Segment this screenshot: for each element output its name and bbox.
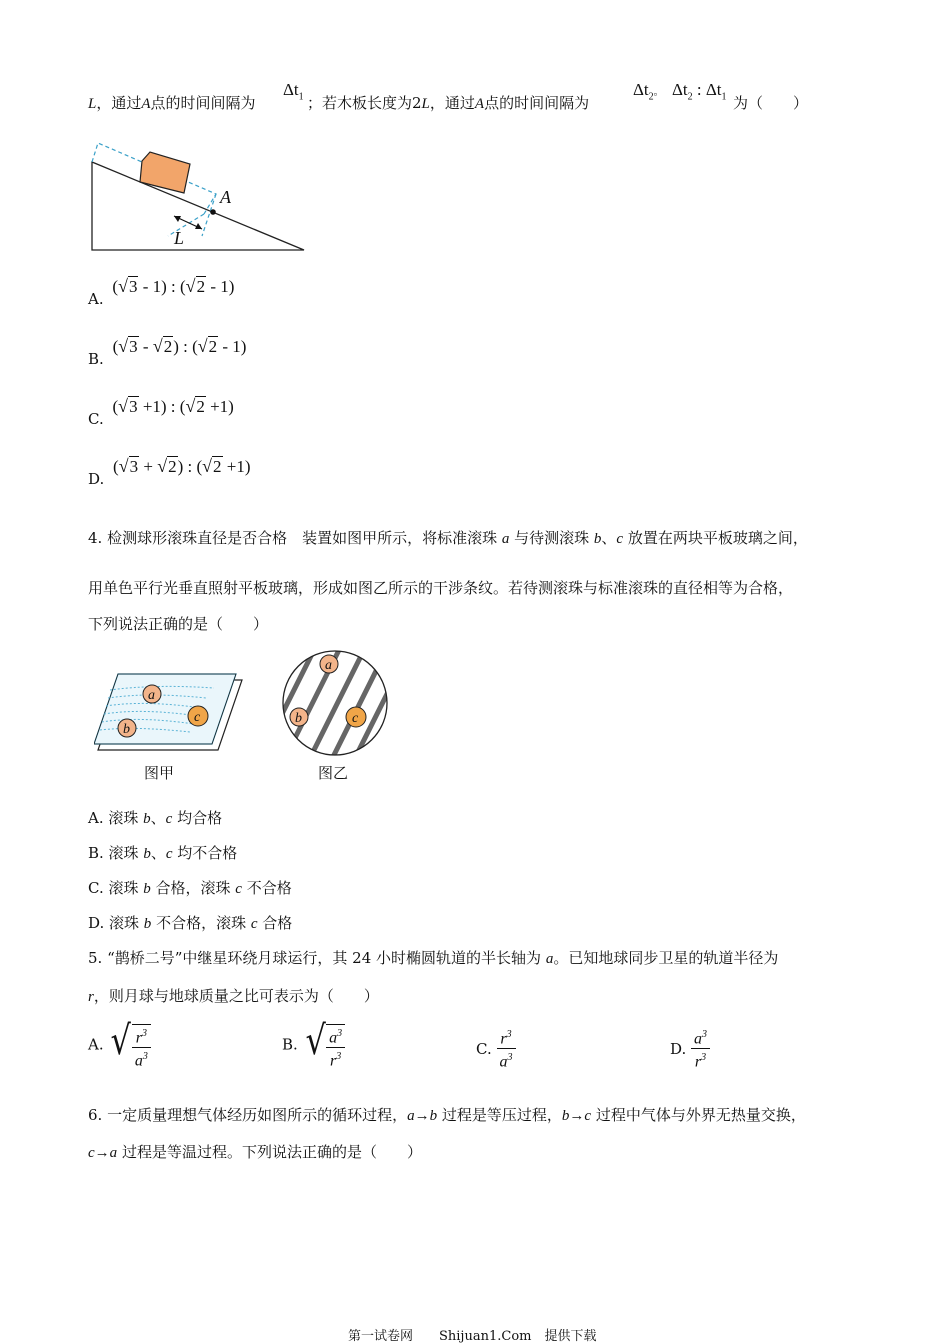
option-label: C. 滚珠: [88, 879, 144, 897]
q4-text3: 下列说法正确的是（ ）: [88, 615, 269, 633]
q6-text2: 过程是等温过程。下列说法正确的是（ ）: [117, 1143, 422, 1161]
q3-stem-mid: [307, 92, 589, 113]
option-c: c: [165, 846, 173, 862]
q4-stem-line1: [88, 527, 808, 548]
incline-triangle: [92, 162, 304, 250]
radicand: 2: [168, 457, 177, 476]
ratio-sub2: 2: [687, 91, 693, 103]
option-c: c: [250, 916, 258, 932]
option-label: D. 滚珠: [88, 914, 144, 932]
q6-ca: c→a: [88, 1145, 118, 1161]
dt1-symbol: Δt: [283, 80, 299, 99]
option-label: D.: [670, 1039, 687, 1058]
dot: 。: [653, 87, 664, 98]
ratio-dt: Δt: [672, 80, 688, 99]
dt2-sub: 2: [648, 91, 654, 103]
point-a-label: A: [220, 187, 231, 207]
q5-text: 。已知地球同步卫星的轨道半径为: [553, 949, 779, 967]
option-b: b: [143, 811, 151, 827]
exponent: 3: [336, 1051, 342, 1063]
radicand: 3: [128, 277, 138, 296]
exponent: 3: [506, 1029, 512, 1040]
yi-ball-a-label: a: [325, 658, 332, 673]
paren: (: [112, 397, 119, 416]
yi-ball-c-label: c: [352, 711, 359, 726]
denominator: r: [694, 1053, 702, 1071]
option-label: A.: [88, 1035, 104, 1054]
option-label: A.: [88, 290, 104, 308]
option-label: B. 滚珠: [88, 844, 144, 862]
q3-stem-text: ，通过: [96, 94, 142, 112]
option-rest: 合格: [257, 914, 293, 932]
radicand: 2: [213, 457, 222, 476]
exponent: 3: [701, 1052, 707, 1064]
option-sep: 、: [150, 844, 166, 862]
q5-a: a: [545, 951, 554, 967]
option-mid: +: [139, 457, 158, 476]
q4-sep: 、: [601, 529, 617, 547]
option-end: - 1): [206, 277, 235, 296]
q4-option-a[interactable]: [88, 807, 222, 828]
radicand: 3: [129, 457, 139, 476]
q6-stem-line2: [88, 1141, 422, 1162]
q5-option-b[interactable]: B. √ $\frac{a^3}{r^3}$: [282, 1018, 345, 1071]
q6-stem-line1: [88, 1104, 806, 1125]
numerator: a: [694, 1030, 703, 1048]
numerator: r: [135, 1029, 142, 1047]
q3-ratio: [672, 80, 727, 102]
exponent: 3: [702, 1029, 708, 1040]
q5-stem-line1: [88, 947, 778, 968]
point-a-dot: [210, 209, 216, 215]
dt1-sub: 1: [298, 91, 304, 103]
q4-option-b[interactable]: [88, 842, 237, 863]
paren: (: [112, 337, 119, 356]
radicand: 3: [129, 397, 138, 416]
q4-option-d[interactable]: [88, 912, 292, 933]
radicand: 2: [196, 277, 206, 296]
q3-dt2: [633, 80, 664, 102]
q3-stem-text5: 点的时间间隔为: [484, 94, 590, 112]
option-label: B.: [282, 1035, 298, 1054]
q5-text2: ，则月球与地球质量之比可表示为（ ）: [93, 987, 379, 1005]
q6-ab: a→b: [407, 1108, 438, 1124]
q6-bc: b→c: [561, 1108, 592, 1124]
option-sep: 合格，滚珠: [150, 879, 236, 897]
option-label: B.: [88, 350, 104, 368]
option-mid: -: [138, 337, 153, 356]
option-rest: 均不合格: [172, 844, 238, 862]
q4-text: 4. 检测球形滚珠直径是否合格 装置如图甲所示，将标准滚珠: [88, 529, 502, 547]
q6-text: 过程是等压过程，: [437, 1106, 562, 1124]
q3-stem-end-text: 为（ ）: [733, 94, 809, 112]
option-mid: ) : (: [173, 337, 198, 356]
q3-option-b[interactable]: B. (√3 - √2) : (√2 - 1): [88, 336, 247, 368]
option-b: b: [143, 881, 151, 897]
exponent: 3: [142, 1051, 148, 1063]
q4-text: 与待测滚珠: [509, 529, 594, 547]
denominator: a: [134, 1052, 143, 1070]
option-end: - 1): [218, 337, 247, 356]
q3-stem-L: L: [88, 96, 97, 112]
figure-yi: [280, 648, 390, 758]
radicand: 3: [129, 337, 138, 356]
length-label: L: [174, 228, 185, 248]
option-label: C.: [88, 410, 104, 428]
option-end: +1): [205, 397, 234, 416]
q3-stem-A: A: [141, 96, 151, 112]
numerator: a: [329, 1029, 338, 1047]
q3-option-a[interactable]: A. (√3 - 1) : (√2 - 1): [88, 276, 235, 308]
q5-stem-line2: [88, 985, 379, 1006]
q3-stem-end: [733, 92, 808, 113]
q4-stem-line3: [88, 613, 268, 634]
ball-a-label: a: [148, 688, 155, 703]
q4-a: a: [501, 531, 510, 547]
page-footer: 第一试卷网 Shijuan1.Com 提供下载: [348, 1329, 597, 1344]
radicand: 2: [196, 397, 205, 416]
option-c: c: [235, 881, 242, 897]
option-rest: 均合格: [172, 809, 223, 827]
figure-jia: [94, 670, 248, 758]
q3-stem-text3: ；若木板长度为2: [307, 94, 422, 112]
q3-option-c[interactable]: C. (√3 +1) : (√2 +1): [88, 396, 234, 428]
q4-option-c[interactable]: [88, 877, 292, 898]
q3-dt1: [283, 80, 304, 102]
q4-stem-line2: [88, 577, 793, 598]
option-label: D.: [88, 470, 105, 488]
q5-option-d[interactable]: [670, 1026, 710, 1072]
option-mid: - 1) : (: [138, 277, 186, 296]
exponent: 3: [507, 1052, 513, 1064]
option-end: +1): [222, 457, 251, 476]
q5-text: 5. “鹊桥二号”中继星环绕月球运行，其 24 小时椭圆轨道的半长轴为: [88, 949, 546, 967]
denominator: a: [499, 1053, 508, 1071]
ratio-sub1: 1: [721, 91, 727, 103]
q5-option-c[interactable]: [476, 1026, 516, 1072]
option-mid: ) : (: [177, 457, 203, 476]
numerator: r: [500, 1030, 507, 1048]
q3-stem-text2: 点的时间间隔为: [150, 94, 256, 112]
block: [140, 152, 190, 193]
q4-b: b: [593, 531, 602, 547]
incline-figure: [86, 136, 310, 256]
q4-text2: 用单色平行光垂直照射平板玻璃，形成如图乙所示的干涉条纹。若待测滚珠与标准滚珠的直径相等为合格，: [88, 579, 794, 597]
glass-top: [94, 674, 236, 744]
ball-b-label: b: [123, 722, 130, 737]
option-b: b: [143, 846, 151, 862]
dt2-symbol: Δt: [633, 80, 649, 99]
radicand: 2: [208, 337, 218, 356]
q3-stem: [88, 92, 256, 113]
option-sep: 、: [150, 809, 166, 827]
figure-jia-caption: 图甲: [144, 764, 175, 782]
option-label: C.: [476, 1039, 492, 1058]
ball-c-label: c: [194, 710, 201, 725]
option-label: A. 滚珠: [88, 809, 144, 827]
radicand: 2: [163, 337, 173, 356]
q5-option-a[interactable]: A. √ $\frac{r^3}{a^3}$: [88, 1018, 151, 1071]
q4-c: c: [616, 531, 624, 547]
yi-ball-b-label: b: [295, 711, 302, 726]
q5-r: r: [88, 989, 94, 1005]
paren: (: [112, 277, 119, 296]
exponent: 3: [142, 1028, 147, 1039]
option-c: c: [165, 811, 173, 827]
option-b: b: [143, 916, 152, 932]
q3-stem-L2: L: [421, 96, 430, 112]
option-rest: 不合格: [241, 879, 292, 897]
q3-stem-A2: A: [474, 96, 485, 112]
q3-option-d[interactable]: D. (√3 + √2) : (√2 +1): [88, 456, 251, 488]
option-mid: +1) : (: [138, 397, 186, 416]
q6-text: 过程中气体与外界无热量交换，: [591, 1106, 806, 1124]
denominator: r: [329, 1052, 337, 1070]
q4-text: 放置在两块平板玻璃之间，: [623, 529, 808, 547]
q3-stem-text4: ，通过: [429, 94, 475, 112]
q6-text: 6. 一定质量理想气体经历如图所示的循环过程，: [88, 1106, 408, 1124]
paren: (: [113, 457, 119, 476]
exponent: 3: [337, 1028, 343, 1039]
figure-yi-caption: 图乙: [318, 764, 349, 782]
option-sep: 不合格，滚珠: [151, 914, 251, 932]
ratio-colon: : Δt: [692, 80, 722, 99]
